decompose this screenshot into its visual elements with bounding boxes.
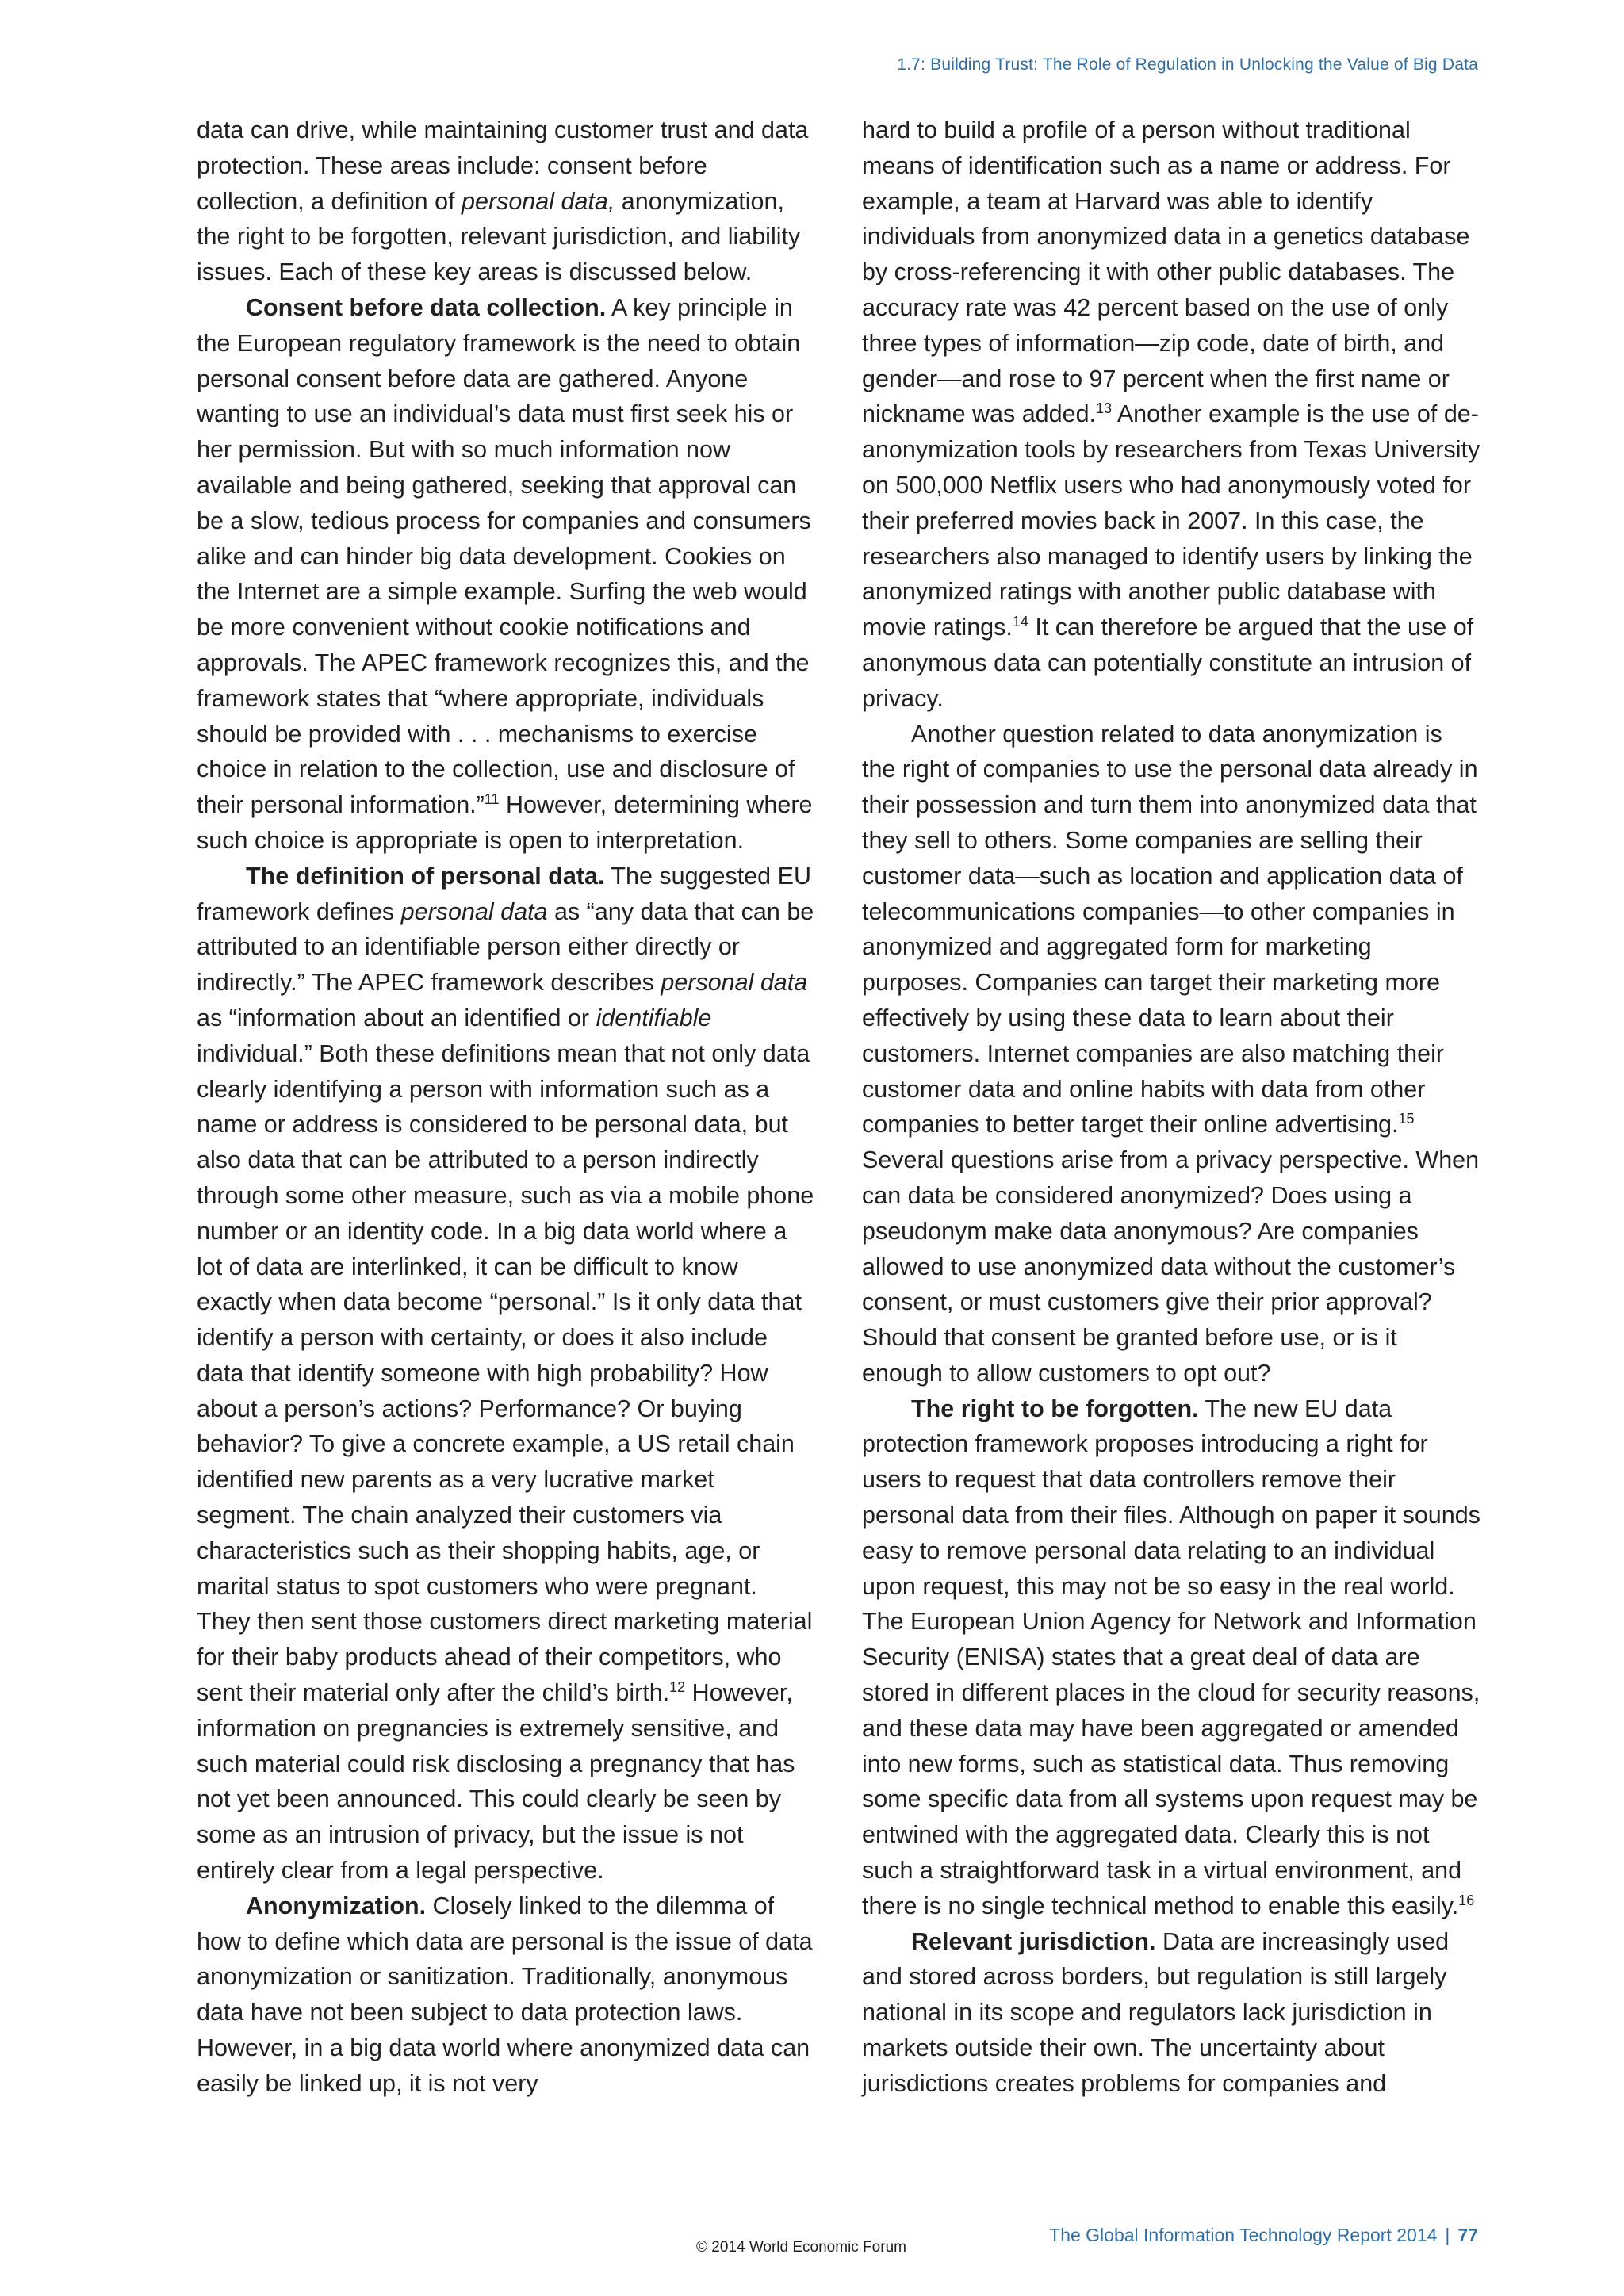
definition-emphasis-3: identifiable — [596, 1004, 712, 1031]
anonymization-continued-text-tail: It can therefore be argued that the use of anonymous data can potentially constitute an intrusion of privacy. — [862, 614, 1474, 712]
jurisdiction-heading: Relevant jurisdiction. — [911, 1927, 1156, 1955]
left-column — [197, 113, 815, 2102]
running-head: 1.7: Building Trust: The Role of Regulation in Unlocking the Value of Big Data — [897, 55, 1478, 74]
footnote-ref-11: 11 — [484, 790, 500, 807]
page-number: 77 — [1457, 2225, 1478, 2245]
report-title: The Global Information Technology Report 2014 — [1049, 2225, 1438, 2245]
anonymization-continued-text-b: Another example is the use of de-anonymization tools by researchers from Texas University on 500,000 Netflix users who had anonymously voted for their preferred movies back in 2007. In this case, the researchers also managed to identify users by linking the anonymized ratings with another public database with movie ratings. — [862, 400, 1480, 641]
definition-text-b: as “any data that can be attributed to an identifiable person either directly or indirectly.” The APEC framework describes — [197, 897, 814, 997]
intro-emphasis: personal data, — [462, 187, 615, 215]
definition-emphasis-1: personal data — [400, 897, 548, 925]
anonymization-continued-text: hard to build a profile of a person without traditional means of identification such as a name or address. For example, a team at Harvard was able to identify individuals from anonymized data in a genetics database by cross-referencing it with other public databases. The accuracy rate was 42 percent based on the use of only three types of information—zip code, date of birth, and gender—and rose to 97 percent when the first name or nickname was added. — [862, 117, 1470, 428]
footnote-ref-13: 13 — [1096, 400, 1113, 417]
forgotten-paragraph — [862, 1391, 1480, 1924]
anonymization-question-text-tail: Several questions arise from a privacy perspective. When can data be considered anonymized? Does using a pseudonym make data anonymous? Are companies allowed to use anonymized data without the customer’s consent, or must customers give their prior approval? Should that consent be granted before use, or is it enough to allow customers to opt out? — [862, 1146, 1480, 1387]
forgotten-heading: The right to be forgotten. — [911, 1395, 1199, 1422]
definition-heading: The definition of personal data. — [246, 862, 605, 890]
right-column — [862, 113, 1480, 2102]
footnote-ref-12: 12 — [669, 1678, 686, 1695]
jurisdiction-paragraph — [862, 1924, 1480, 2102]
intro-paragraph — [197, 113, 815, 290]
consent-text: A key principle in the European regulatory framework is the need to obtain personal consent before data are gathered. Anyone wanting to use an individual’s data must first seek his or her permission. But with so much information now available and being gathered, seeking that approval can be a slow, tedious process for companies and consumers alike and can hinder big data development. Cookies on the Internet are a simple example. Surfing the web would be more convenient without cookie notifications and approvals. The APEC framework recognizes this, and the framework states that “where appropriate, individuals should be provided with . . . mechanisms to exercise choice in relation to the collection, use and disclosure of their personal information.” — [197, 293, 811, 819]
jurisdiction-text: Data are increasingly used and stored across borders, but regulation is still largely national in its scope and regulators lack jurisdiction in markets outside their own. The uncertainty about jurisdictions creates problems for companies and — [862, 1927, 1450, 2097]
definition-text-c: as “information about an identified or — [197, 1004, 596, 1031]
anonymization-heading: Anonymization. — [246, 1892, 427, 1919]
definition-text-tail: However, information on pregnancies is extremely sensitive, and such material could risk disclosing a pregnancy that has not yet been announced. This could clearly be seen by some as an intrusion of privacy, but the issue is not entirely clear from a legal perspective. — [197, 1679, 795, 1885]
footnote-ref-14: 14 — [1012, 614, 1028, 629]
intro-text: data can drive, while maintaining customer trust and data protection. These areas include: consent before collection, a definition of — [197, 117, 809, 215]
intro-text-tail: anonymization, the right to be forgotten, relevant jurisdiction, and liability issues. Each of these key areas is discussed below. — [197, 187, 801, 286]
anonymization-paragraph — [197, 1888, 815, 2102]
consent-text-tail: However, determining where such choice is appropriate is open to interpretation. — [197, 791, 813, 854]
definition-text-d: individual.” Both these definitions mean that not only data clearly identifying a person with information such as a name or address is considered to be personal data, but also data that can be attributed to a person indirectly through some other measure, such as via a mobile phone number or an identity code. In a big data world where a lot of data are interlinked, it can be difficult to know exactly when data become “personal.” Is it only data that identify a person with certainty, or does it also include data that identify someone with high probability? How about a person’s actions? Performance? Or buying behavior? To give a concrete example, a US retail chain identified new parents as a very lucrative market segment. The chain analyzed their customers via characteristics such as their shopping habits, age, or marital status to spot customers who were pregnant. They then sent those customers direct marketing material for their baby products ahead of their competitors, who sent their material only after the child’s birth. — [197, 1039, 814, 1707]
consent-paragraph — [197, 290, 815, 859]
definition-emphasis-2: personal data — [661, 969, 808, 997]
anonymization-question-paragraph — [862, 717, 1480, 1391]
anonymization-continued-paragraph — [862, 113, 1480, 717]
footer-separator: | — [1445, 2225, 1450, 2245]
footnote-ref-15: 15 — [1398, 1111, 1415, 1127]
copyright: © 2014 World Economic Forum — [696, 2239, 906, 2256]
definition-paragraph — [197, 859, 815, 1888]
anonymization-text: Closely linked to the dilemma of how to define which data are personal is the issue of data anonymization or sanitization. Traditionally, anonymous data have not been subject to data protection laws. However, in a big data world where anonymized data can easily be linked up, it is not very — [197, 1892, 813, 2097]
definition-text-a: The suggested EU framework defines — [197, 862, 811, 925]
anonymization-question-text: Another question related to data anonymization is the right of companies to use the personal data already in their possession and turn them into anonymized data that they sell to others. Some companies are selling their customer data—such as location and application data of telecommunications companies—to other companies in anonymized and aggregated form for marketing purposes. Companies can target their marketing more effectively by using these data to learn about their customers. Internet companies are also matching their customer data and online habits with data from other companies to better target their online advertising. — [862, 720, 1478, 1138]
footnote-ref-16: 16 — [1458, 1892, 1475, 1908]
forgotten-text: The new EU data protection framework proposes introducing a right for users to request that data controllers remove their personal data from their files. Although on paper it sounds easy to remove personal data relating to an individual upon request, this may not be so easy in the real world. The European Union Agency for Network and Information Security (ENISA) states that a great deal of data are stored in different places in the cloud for security reasons, and these data may have been aggregated or amended into new forms, such as statistical data. Thus removing some specific data from all systems upon request may be entwined with the aggregated data. Clearly this is not such a straightforward task in a virtual environment, and there is no single technical method to enable this easily. — [862, 1395, 1480, 1919]
page-footer — [1049, 2225, 1478, 2246]
consent-heading: Consent before data collection. — [246, 293, 607, 321]
